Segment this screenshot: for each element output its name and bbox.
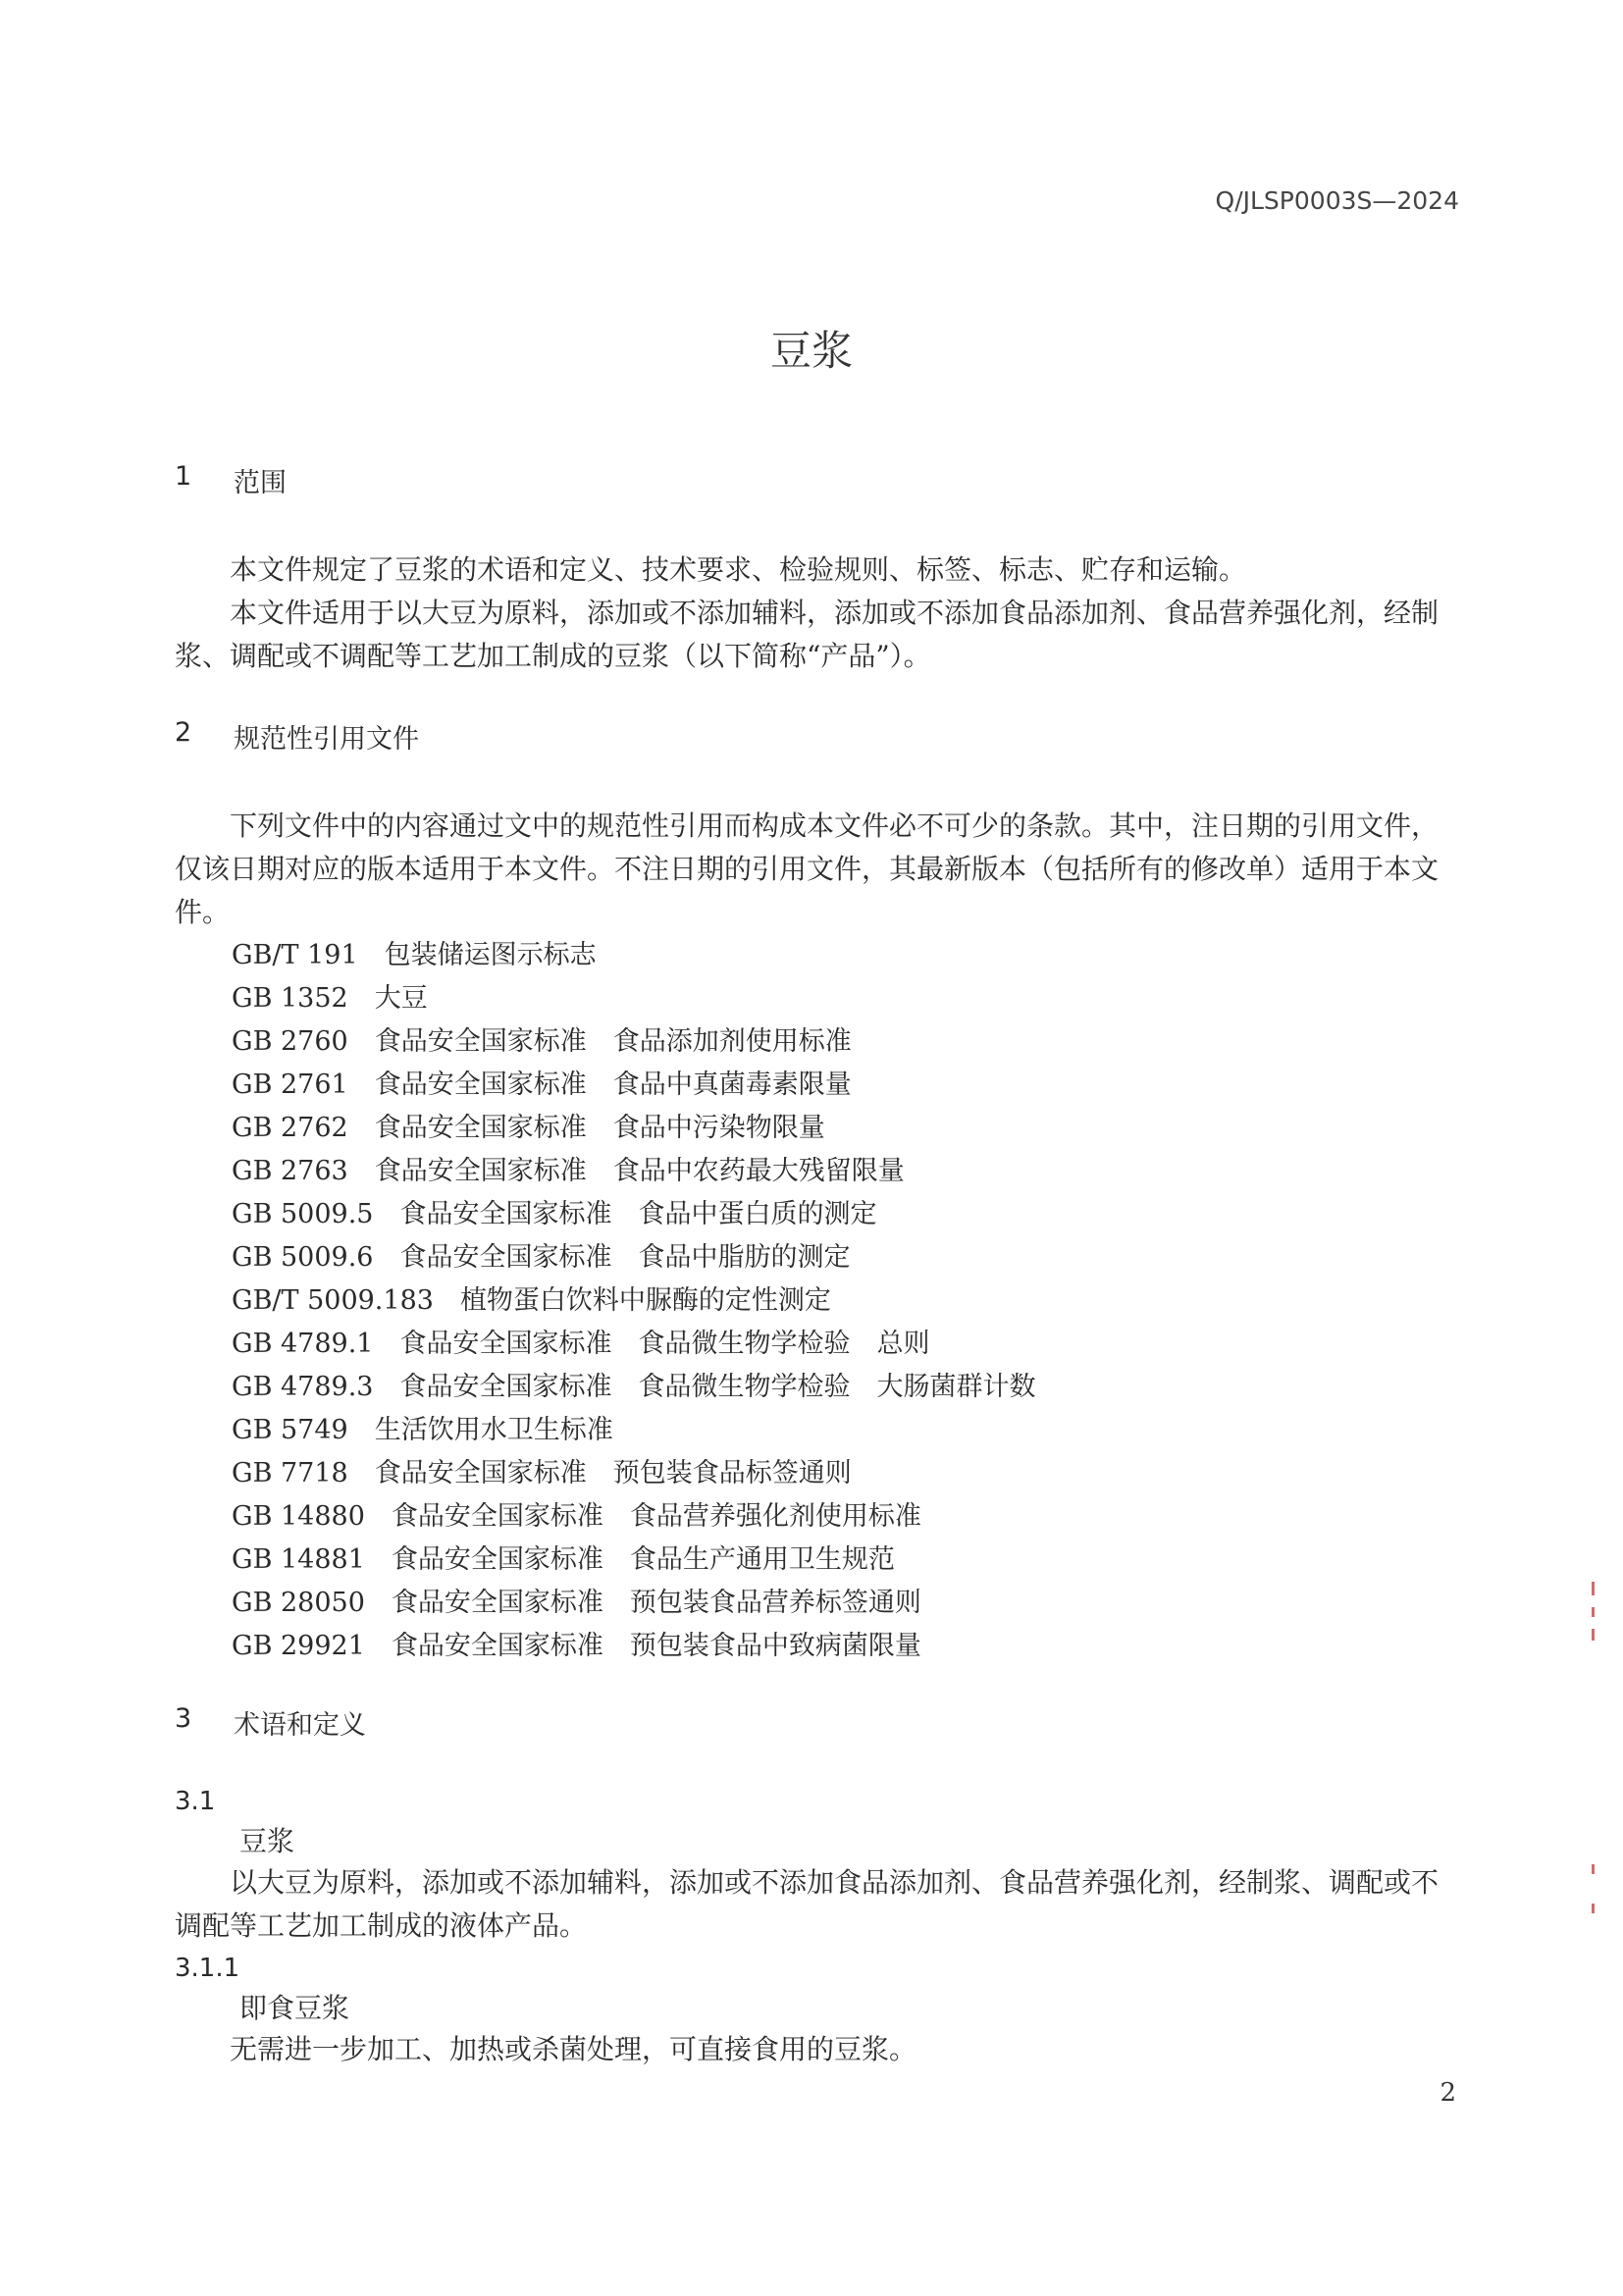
- reference-item: [175, 1279, 1462, 1323]
- reference-code: GB 5009.6: [232, 1242, 374, 1273]
- reference-item: [175, 1323, 1462, 1366]
- reference-code: GB 2763: [232, 1156, 348, 1186]
- reference-item: [175, 1193, 1462, 1236]
- section-number: 1: [175, 461, 192, 492]
- reference-item: [175, 1107, 1462, 1150]
- reference-item: [175, 1409, 1462, 1452]
- reference-title: 食品安全国家标准 食品中脂肪的测定: [399, 1242, 851, 1273]
- section-heading-scope: [175, 461, 1462, 499]
- section-number: 3: [175, 1703, 192, 1734]
- reference-title: 大豆: [374, 983, 428, 1014]
- reference-title: 植物蛋白饮料中脲酶的定性测定: [459, 1285, 831, 1316]
- reference-title: 包装储运图示标志: [384, 940, 597, 970]
- reference-code: GB 4789.3: [232, 1372, 374, 1402]
- reference-code: GB 2762: [232, 1113, 348, 1143]
- reference-title: 食品安全国家标准 食品中农药最大残留限量: [374, 1156, 905, 1186]
- reference-item: [175, 1236, 1462, 1279]
- reference-title: 食品安全国家标准 食品中污染物限量: [374, 1113, 825, 1143]
- reference-item: [175, 977, 1462, 1020]
- reference-code: GB 5009.5: [232, 1199, 374, 1229]
- term-entry: [175, 1948, 1462, 2071]
- reference-code: GB 7718: [232, 1458, 348, 1488]
- reference-item: [175, 1150, 1462, 1193]
- scope-paragraph-1: 本文件规定了豆浆的术语和定义、技术要求、检验规则、标签、标志、贮存和运输。: [230, 553, 1247, 586]
- reference-code: GB/T 191: [232, 940, 358, 970]
- page-title: 豆浆: [769, 327, 853, 375]
- scan-mark: [1592, 1904, 1595, 1913]
- reference-code: GB 4789.1: [232, 1329, 374, 1359]
- reference-title: 食品安全国家标准 食品微生物学检验 大肠菌群计数: [399, 1372, 1036, 1402]
- term-name: 即食豆浆: [239, 1992, 350, 2024]
- reference-title: 食品安全国家标准 食品生产通用卫生规范: [391, 1544, 895, 1575]
- page-number: 2: [1440, 2078, 1456, 2108]
- reference-code: GB 5749: [232, 1415, 348, 1445]
- term-name: 豆浆: [239, 1825, 295, 1857]
- reference-title: 生活饮用水卫生标准: [374, 1415, 613, 1445]
- reference-title: 食品安全国家标准 食品中真菌毒素限量: [374, 1070, 852, 1100]
- section-title: 规范性引用文件: [234, 724, 419, 755]
- reference-code: GB 29921: [232, 1631, 365, 1661]
- reference-item: [175, 1495, 1462, 1539]
- reference-code: GB 1352: [232, 983, 348, 1014]
- reference-item: [175, 1366, 1462, 1409]
- reference-code: GB/T 5009.183: [232, 1285, 434, 1316]
- reference-title: 食品安全国家标准 食品添加剂使用标准: [374, 1026, 852, 1057]
- reference-title: 食品安全国家标准 预包装食品营养标签通则: [391, 1588, 921, 1618]
- section-heading-normative-references: [175, 717, 1462, 756]
- document-body: [175, 461, 1462, 2071]
- term-entry: [175, 1781, 1462, 1948]
- reference-item: [175, 1452, 1462, 1495]
- reference-item: [175, 934, 1462, 977]
- scan-mark: [1592, 1582, 1595, 1595]
- reference-item: [175, 1020, 1462, 1064]
- reference-code: GB 28050: [232, 1588, 365, 1618]
- reference-item: [175, 1625, 1462, 1668]
- reference-code: GB 2761: [232, 1070, 348, 1100]
- reference-title: 食品安全国家标准 预包装食品中致病菌限量: [391, 1631, 921, 1661]
- section-title: 术语和定义: [234, 1710, 366, 1741]
- term-definition: 以大豆为原料，添加或不添加辅料，添加或不添加食品添加剂、食品营养强化剂，经制浆、调配或不调配等工艺加工制成的液体产品。: [175, 1866, 1440, 1942]
- document-code: Q/JLSP0003S—2024: [1215, 186, 1459, 215]
- scan-mark: [1592, 1607, 1595, 1617]
- term-definition: 无需进一步加工、加热或杀菌处理，可直接食用的豆浆。: [230, 2033, 917, 2065]
- reference-code: GB 14880: [232, 1501, 365, 1532]
- reference-list: [175, 934, 1462, 1668]
- scope-paragraph-2: 本文件适用于以大豆为原料，添加或不添加辅料，添加或不添加食品添加剂、食品营养强化剂，经制浆、调配或不调配等工艺加工制成的豆浆（以下简称“产品”）。: [175, 597, 1440, 672]
- section-heading-terms-definitions: [175, 1703, 1462, 1742]
- references-intro-paragraph: 下列文件中的内容通过文中的规范性引用而构成本文件必不可少的条款。其中，注日期的引用文件，仅该日期对应的版本适用于本文件。不注日期的引用文件，其最新版本（包括所有的修改单）适用于本文件。: [175, 809, 1440, 928]
- scan-mark: [1592, 1629, 1595, 1641]
- reference-title: 食品安全国家标准 预包装食品标签通则: [374, 1458, 852, 1488]
- reference-item: [175, 1539, 1462, 1582]
- scan-mark: [1592, 1864, 1595, 1874]
- term-number: 3.1: [175, 1787, 216, 1816]
- reference-code: GB 2760: [232, 1026, 348, 1057]
- section-title: 范围: [234, 468, 287, 498]
- reference-code: GB 14881: [232, 1544, 365, 1575]
- reference-title: 食品安全国家标准 食品中蛋白质的测定: [399, 1199, 877, 1229]
- reference-title: 食品安全国家标准 食品微生物学检验 总则: [399, 1329, 930, 1359]
- reference-item: [175, 1064, 1462, 1107]
- section-number: 2: [175, 717, 192, 748]
- reference-item: [175, 1582, 1462, 1625]
- term-number: 3.1.1: [175, 1954, 240, 1983]
- reference-title: 食品安全国家标准 食品营养强化剂使用标准: [391, 1501, 921, 1532]
